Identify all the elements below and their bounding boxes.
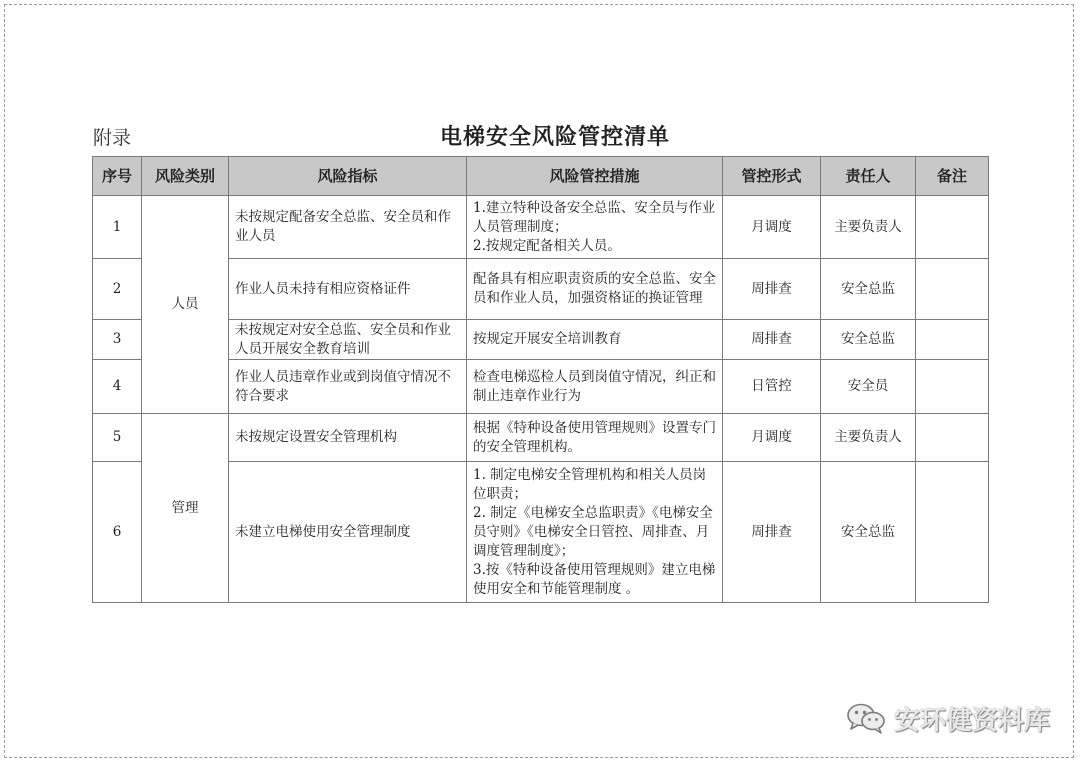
watermark-text: 安环健资料库 (893, 705, 1050, 736)
document-title: 电梯安全风险管控清单 (439, 124, 670, 150)
serial-cell: 5 (93, 414, 142, 462)
note-cell (916, 196, 989, 259)
measure-cell (467, 320, 723, 360)
owner-cell: 安全总监 (821, 320, 916, 360)
table-row (93, 196, 989, 259)
indicator-cell: 作业人员违章作业或到岗值守情况不符合要求 (229, 360, 467, 414)
note-cell (916, 360, 989, 414)
form-cell: 周排查 (723, 259, 821, 320)
serial-cell: 4 (93, 360, 142, 414)
owner-cell: 主要负责人 (821, 196, 916, 259)
serial-cell: 6 (93, 462, 142, 603)
category-cell: 管理 (142, 414, 229, 603)
header-remarks: 备注 (916, 157, 989, 196)
measure-cell (467, 259, 723, 320)
header-risk-indicator: 风险指标 (229, 157, 467, 196)
wechat-icon (846, 702, 886, 734)
header-responsible-person: 责任人 (821, 157, 916, 196)
owner-cell: 安全总监 (821, 259, 916, 320)
measure-line: 1.建立特种设备安全总监、安全员与作业人员管理制度； (473, 199, 716, 235)
measure-cell (467, 360, 723, 414)
header-control-measures: 风险管控措施 (467, 157, 723, 196)
owner-cell: 安全员 (821, 360, 916, 414)
owner-cell: 安全总监 (821, 462, 916, 603)
measure-line: 2. 制定《电梯安全总监职责》《电梯安全员守则》《电梯安全日管控、周排查、月调度管理制度》； (473, 504, 713, 559)
owner-cell: 主要负责人 (821, 414, 916, 462)
category-cell: 人员 (142, 196, 229, 414)
serial-cell: 3 (93, 320, 142, 360)
measure-cell (467, 462, 723, 603)
note-cell (916, 462, 989, 603)
serial-cell: 2 (93, 259, 142, 320)
note-cell (916, 320, 989, 360)
measure-line: 按规定开展安全培训教育 (473, 331, 622, 347)
measure-line: 根据《特种设备使用管理规则》设置专门的安全管理机构。 (473, 419, 716, 455)
measure-line: 1. 制定电梯安全管理机构和相关人员岗位职责； (473, 466, 707, 502)
form-cell: 日管控 (723, 360, 821, 414)
header-control-form: 管控形式 (723, 157, 821, 196)
indicator-cell: 未按规定设置安全管理机构 (229, 414, 467, 462)
watermark (846, 700, 1050, 736)
indicator-cell: 未按规定对安全总监、安全员和作业人员开展安全教育培训 (229, 320, 467, 360)
serial-cell: 1 (93, 196, 142, 259)
header-serial: 序号 (93, 157, 142, 196)
form-cell: 周排查 (723, 462, 821, 603)
table-header-row (93, 157, 989, 196)
form-cell: 月调度 (723, 196, 821, 259)
form-cell: 月调度 (723, 414, 821, 462)
risk-control-table (92, 156, 989, 603)
measure-line: 检查电梯巡检人员到岗值守情况，纠正和制止违章作业行为 (473, 368, 716, 404)
measure-line: 2.按规定配备相关人员。 (473, 237, 621, 254)
header-risk-category: 风险类别 (142, 157, 229, 196)
measure-cell (467, 414, 723, 462)
measure-cell (467, 196, 723, 259)
form-cell: 周排查 (723, 320, 821, 360)
indicator-cell: 未建立电梯使用安全管理制度 (229, 462, 467, 603)
note-cell (916, 414, 989, 462)
table-row (93, 414, 989, 462)
measure-line: 3.按《特种设备使用管理规则》建立电梯使用安全和节能管理制度 。 (473, 561, 716, 597)
indicator-cell: 作业人员未持有相应资格证件 (229, 259, 467, 320)
appendix-label: 附录 (93, 127, 132, 149)
measure-line: 配备具有相应职责资质的安全总监、安全员和作业人员，加强资格证的换证管理 (473, 271, 716, 306)
indicator-cell: 未按规定配备安全总监、安全员和作业人员 (229, 196, 467, 259)
note-cell (916, 259, 989, 320)
